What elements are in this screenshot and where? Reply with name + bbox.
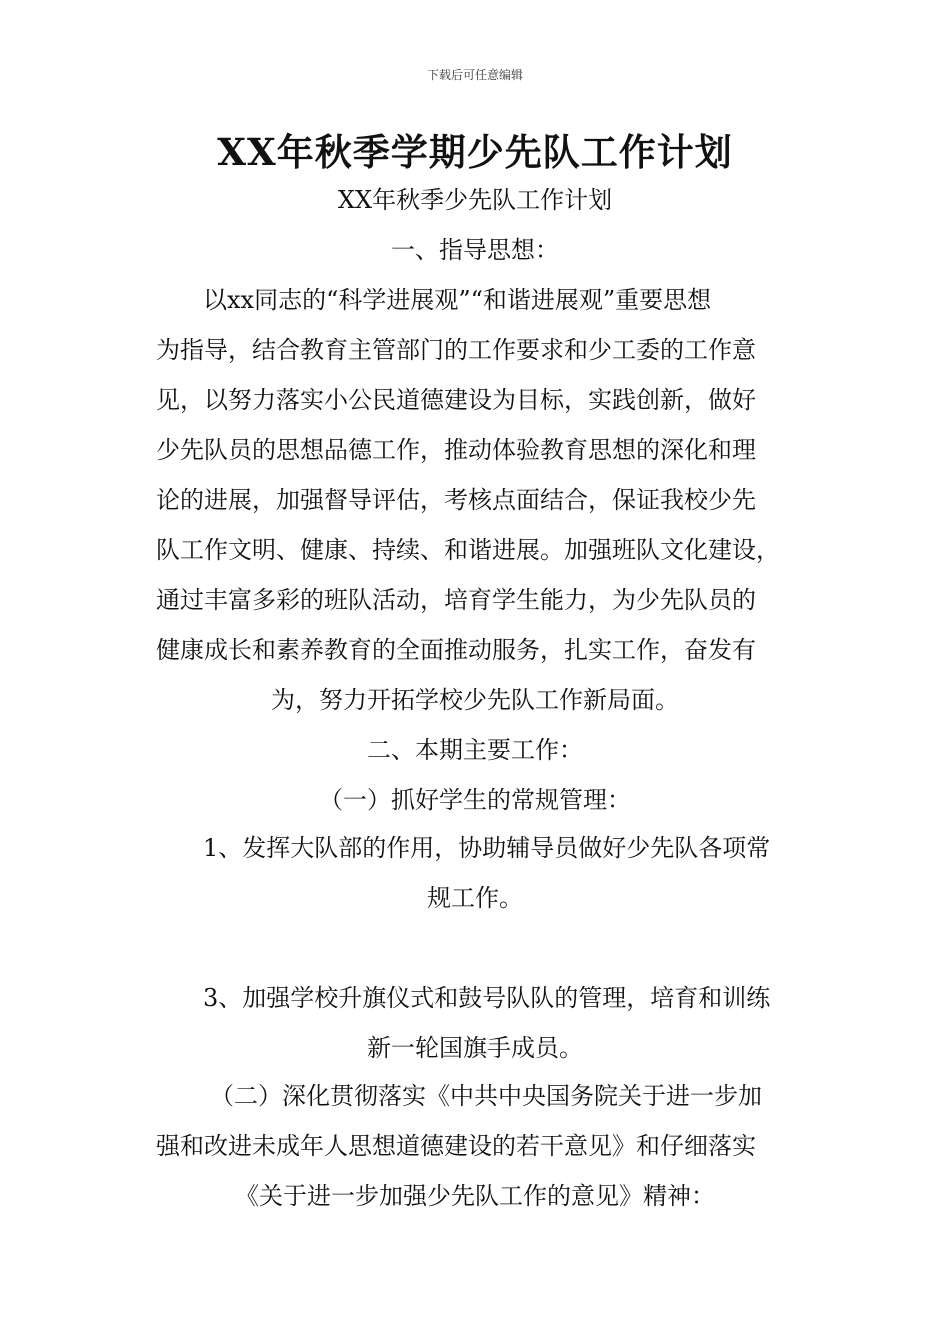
list-item-line: 规工作。 xyxy=(427,884,523,912)
paragraph-line: 健康成长和素养教育的全面推动服务，扎实工作，奋发有 xyxy=(156,636,756,664)
paragraph-line: （二）深化贯彻落实《中共中央国务院关于进一步加 xyxy=(210,1082,762,1110)
paragraph-line: 队工作文明、健康、持续、和谐进展。加强班队文化建设， xyxy=(156,536,780,564)
section-heading-guiding-thought: 一、指导思想： xyxy=(391,236,559,264)
paragraph-line: 为，努力开拓学校少先队工作新局面。 xyxy=(271,686,679,714)
paragraph-line: 为指导，结合教育主管部门的工作要求和少工委的工作意 xyxy=(156,336,756,364)
header-note: 下载后可任意编辑 xyxy=(426,68,523,82)
document-subtitle: XX年秋季少先队工作计划 xyxy=(337,186,613,214)
paragraph-line: 少先队员的思想品德工作，推动体验教育思想的深化和理 xyxy=(156,436,756,464)
paragraph-line: 强和改进未成年人思想道德建设的若干意见》和仔细落实 xyxy=(156,1132,756,1160)
list-item-line: 新一轮国旗手成员。 xyxy=(367,1034,583,1062)
document-title: XX年秋季学期少先队工作计划 xyxy=(217,130,733,174)
paragraph-line: 论的进展，加强督导评估，考核点面结合，保证我校少先 xyxy=(156,486,756,514)
list-item-line: 3、加强学校升旗仪式和鼓号队队的管理，培育和训练 xyxy=(203,984,771,1012)
paragraph-line: 通过丰富多彩的班队活动，培育学生能力，为少先队员的 xyxy=(156,586,756,614)
paragraph-line: 见，以努力落实小公民道德建设为目标，实践创新，做好 xyxy=(156,386,756,414)
subsection-heading-routine-management: （一）抓好学生的常规管理： xyxy=(319,786,631,814)
paragraph-line: 以xx同志的“科学进展观”“和谐进展观”重要思想 xyxy=(203,286,712,314)
list-item-line: 1、发挥大队部的作用，协助辅导员做好少先队各项常 xyxy=(203,834,771,862)
paragraph-line: 《关于进一步加强少先队工作的意见》精神： xyxy=(235,1182,715,1210)
section-heading-main-work: 二、本期主要工作： xyxy=(367,736,583,764)
